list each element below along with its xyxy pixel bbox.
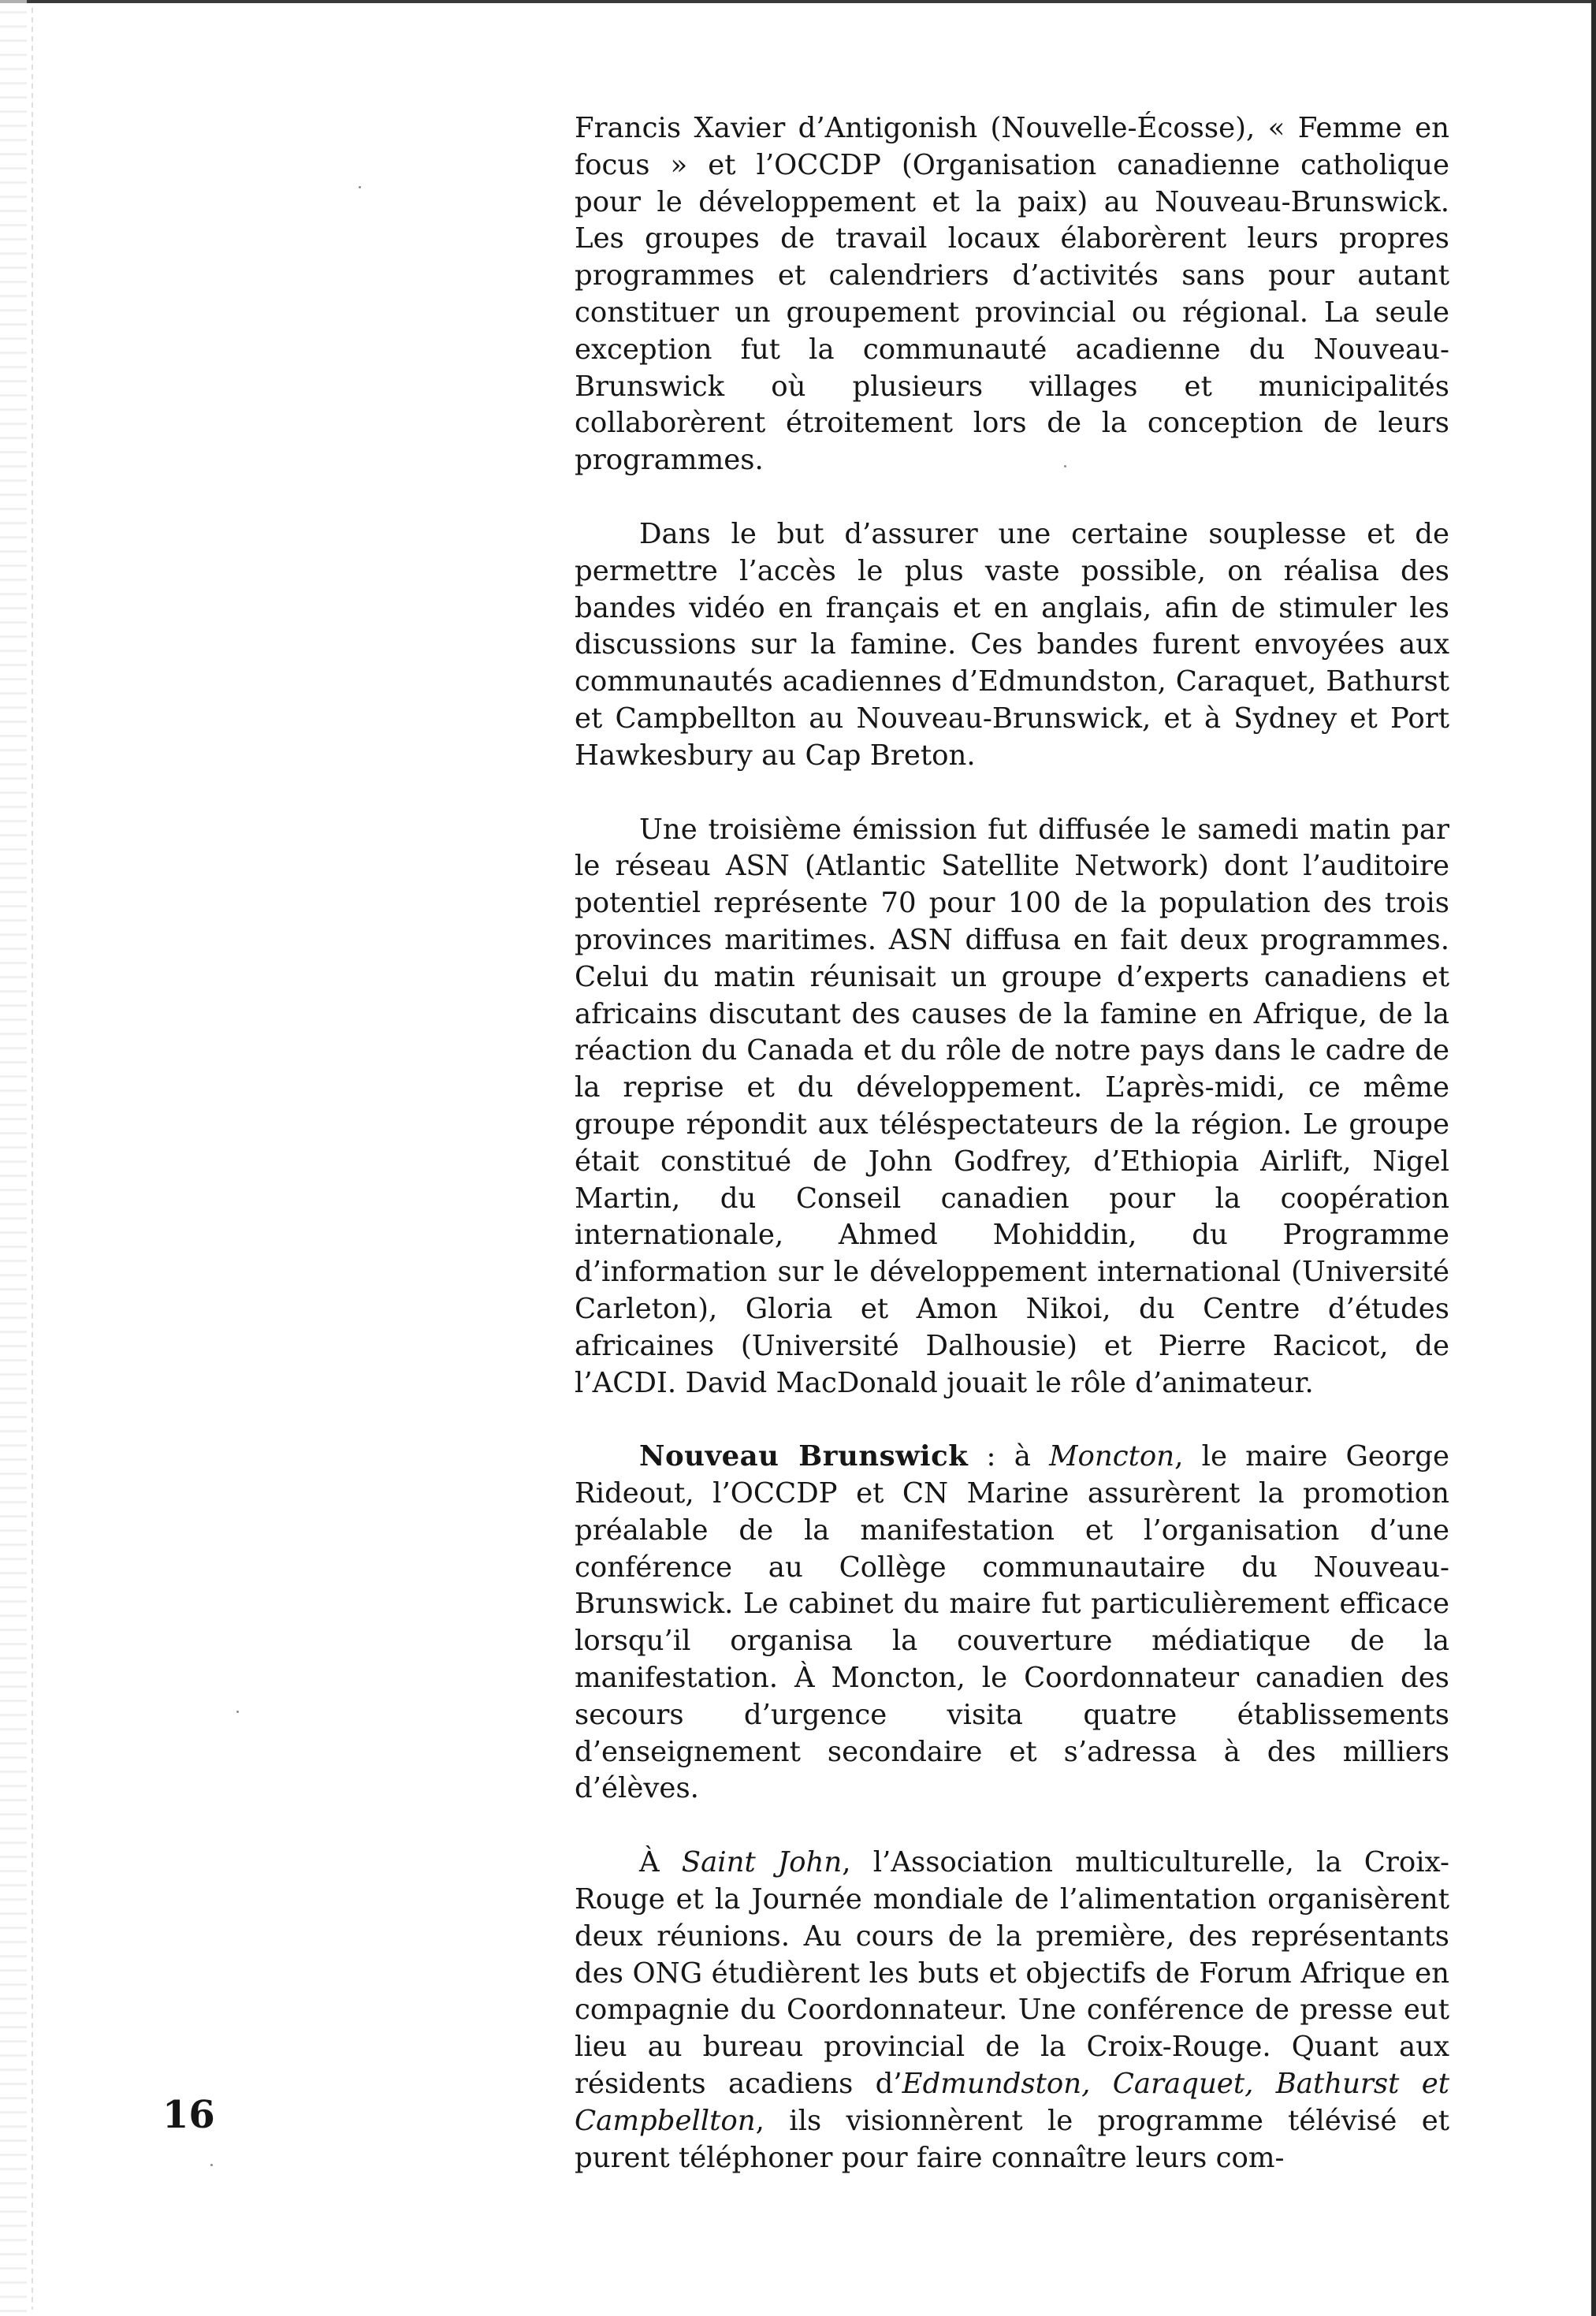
- place-name: Saint John: [681, 1846, 843, 1879]
- paragraph-text: , l’Association multiculturelle, la Croix-Rouge et la Journée mondiale de l’alimentation organisèrent deux réunions. Au cours de la première, des représentants des ONG étudièrent les buts et objectifs de Forum Afrique en compagnie du Coordonnateur. Une conférence de presse eut lieu au bureau provincial de la Croix-Rouge. Quant aux résidents acadiens d’: [575, 1846, 1449, 2101]
- paragraph-1: [575, 110, 1449, 479]
- heading-separator: : à: [968, 1440, 1050, 1473]
- place-name-list: Edmundston, Caraquet, Bathurst et Campbellton: [575, 2068, 1449, 2137]
- scan-speck: [210, 2164, 213, 2166]
- section-heading: Nouveau Brunswick: [639, 1440, 969, 1473]
- scan-right-edge: [1591, 0, 1596, 2316]
- paragraph-3: [575, 812, 1449, 1402]
- paragraph-text: , le maire George Rideout, l’OCCDP et CN Marine assurèrent la promotion préalable de la manifestation et l’organisation d’une conférence au Collège communautaire du Nouveau-Brunswick. Le cabinet du maire fut particulièrement efficace lorsqu’il organisa la couverture médiatique de la manifestation. À Moncton, le Coordonnateur canadien des secours d’urgence visita quatre établissements d’enseignement secondaire et s’adressa à des milliers d’élèves.: [575, 1440, 1449, 1805]
- page-number: 16: [162, 2093, 215, 2137]
- document-body: [575, 110, 1449, 2214]
- paragraph-text: Francis Xavier d’Antigonish (Nouvelle-Écosse), « Femme en focus » et l’OCCDP (Organisation canadienne catholique pour le développement et la paix) au Nouveau-Brunswick. Les groupes de travail locaux élaborèrent leurs propres programmes et calendriers d’activités sans pour autant constituer un groupement provincial ou régional. La seule exception fut la communauté acadienne du Nouveau-Brunswick où plusieurs villages et municipalités collaborèrent étroitement lors de la conception de leurs programmes.: [575, 112, 1449, 477]
- paragraph-text: Dans le but d’assurer une certaine souplesse et de permettre l’accès le plus vaste possible, on réalisa des bandes vidéo en français et en anglais, afin de stimuler les discussions sur la famine. Ces bandes furent envoyées aux communautés acadiennes d’Edmundston, Caraquet, Bathurst et Campbellton au Nouveau-Brunswick, et à Sydney et Port Hawkesbury au Cap Breton.: [575, 517, 1449, 772]
- scan-binding-line: [32, 8, 33, 2310]
- paragraph-4: [575, 1439, 1449, 1808]
- scan-binding-edge: [0, 0, 27, 2316]
- paragraph-text-continued: , ils visionnèrent le programme télévisé et purent téléphoner pour faire connaître leurs com-: [575, 2104, 1449, 2174]
- scan-speck: [359, 186, 361, 188]
- paragraph-lead: À: [639, 1846, 682, 1879]
- paragraph-5: [575, 1845, 1449, 2176]
- paragraph-text: Une troisième émission fut diffusée le samedi matin par le réseau ASN (Atlantic Satellite Network) dont l’auditoire potentiel représente 70 pour 100 de la population des trois provinces maritimes. ASN diffusa en fait deux programmes. Celui du matin réunisait un groupe d’experts canadiens et africains discutant des causes de la famine en Afrique, de la réaction du Canada et du rôle de notre pays dans le cadre de la reprise et du développement. L’après-midi, ce même groupe répondit aux téléspectateurs de la région. Le groupe était constitué de John Godfrey, d’Ethiopia Airlift, Nigel Martin, du Conseil canadien pour la coopération internationale, Ahmed Mohiddin, du Programme d’information sur le développement international (Université Carleton), Gloria et Amon Nikoi, du Centre d’études africaines (Université Dalhousie) et Pierre Racicot, de l’ACDI. David MacDonald jouait le rôle d’animateur.: [575, 813, 1449, 1399]
- paragraph-2: [575, 516, 1449, 775]
- scan-speck: [236, 1711, 239, 1713]
- scan-top-edge: [0, 0, 1596, 3]
- place-name: Moncton: [1049, 1440, 1175, 1473]
